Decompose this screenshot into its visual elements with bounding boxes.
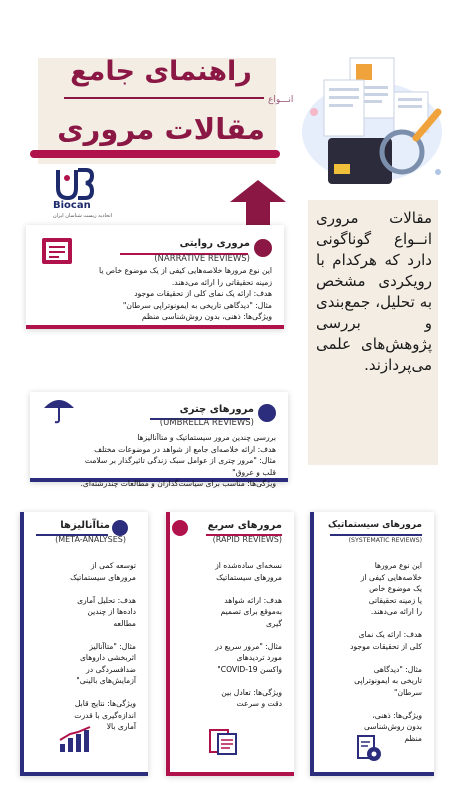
meta-bullet-icon bbox=[112, 520, 128, 536]
page-title-small: انـــواع bbox=[268, 95, 294, 105]
rapid-title: مرورهای سریع bbox=[207, 520, 282, 531]
meta-body: توسعه کمی از مرورهای سیستماتیک هدف: تحلیل آماری داده‌ها از چندین مطالعه مثال: "متاآنالیز اثربخشی داروهای ضدافسردگی در آزمایش‌های بالینی" ویژگی‌ها: نتایج قابل اندازه‌گیری با قدرت آماری بالا bbox=[70, 561, 136, 731]
umbrella-body: بررسی چندین مرور سیستماتیک و متاآنالیزها هدف: ارائه خلاصه‌ای جامع از شواهد در موضوعات مختلف مثال: "مرور چتری از عوامل سبک زندگی تاثیرگذار بر سلامت قلب و عروق" ویژگی‌ها: مناسب برای سیاست‌گذاران و مطالعات چندرشته‌ای. bbox=[80, 433, 276, 488]
narrative-title: مروری روایتی bbox=[179, 238, 250, 249]
narrative-subtitle: (NARRATIVE REVIEWS) bbox=[154, 254, 250, 264]
meta-subtitle: (META-ANALYSES) bbox=[55, 535, 126, 544]
narrative-body: این نوع مرورها خلاصه‌هایی کیفی از یک موضوع خاص یا زمینه تحقیقاتی را ارائه می‌دهند. هدف: ارائه یک نمای کلی از تحقیقات موجود مثال: "دیدگاهی تاریخی به ایمونوتراپی سرطان" ویژگی‌ها: ذهنی، بدون روش‌شناسی منظم bbox=[99, 266, 272, 321]
bar-chart-icon bbox=[58, 726, 94, 754]
systematic-subtitle: (SYSTEMATIC REVIEWS) bbox=[348, 537, 422, 544]
meta-title: متاآنالیزها bbox=[60, 520, 110, 531]
flow-arrow bbox=[230, 180, 286, 202]
systematic-title-underline bbox=[330, 534, 422, 536]
umbrella-title: مرورهای چتری bbox=[179, 404, 254, 415]
documents-magnifier-illustration bbox=[298, 52, 446, 197]
logo-name: Biocan bbox=[53, 200, 91, 211]
rapid-body: نسخه‌ای ساده‌شده از مرورهای سیستماتیک هدف: ارائه شواهد به‌موقع برای تصمیم گیری مثال: "مرور سریع در مورد تردیدهای واکسن COVID-19" ویژگی‌ها: تعادل بین دقت و سرعت bbox=[215, 561, 282, 708]
systematic-title: مرورهای سیستماتیک bbox=[328, 520, 422, 530]
umbrella-icon bbox=[42, 394, 76, 424]
umbrella-bullet-icon bbox=[258, 404, 276, 422]
logo-tagline: اتحادیه زیست شناسان ایران bbox=[53, 213, 112, 219]
rapid-subtitle: (RAPID REVIEWS) bbox=[212, 535, 282, 544]
narrative-bullet-icon bbox=[254, 239, 272, 257]
gear-document-icon bbox=[354, 734, 384, 764]
systematic-body: این نوع مرورها خلاصه‌هایی کیفی از یک موضوع خاص یا زمینه تحقیقاتی را ارائه می‌دهند. هدف: ارائه یک نمای کلی از تحقیقات موجود مثال: "دیدگاهی تاریخی به ایمونوتراپی سرطان" ویژگی‌ها: ذهنی، بدون روش‌شناسی منظم bbox=[350, 561, 422, 743]
page-title-line2: مقالات مروری bbox=[57, 112, 265, 146]
biocan-logo-icon bbox=[54, 168, 94, 200]
title-accent-bar bbox=[30, 150, 280, 158]
page-title-line1: راهنمای جامع bbox=[70, 56, 252, 87]
documents-icon bbox=[206, 728, 242, 756]
rapid-bullet-icon bbox=[172, 520, 188, 536]
umbrella-subtitle: (UMBRELLA REVIEWS) bbox=[159, 418, 254, 428]
title-underline bbox=[64, 97, 264, 99]
description-text: مقالات مروری انــواع گوناگونی دارد که هرکدام با رویکردی مشخص به تحلیل، جمع‌بندی و بررسی پژوهش‌های علمی می‌پردازند. bbox=[316, 209, 432, 374]
